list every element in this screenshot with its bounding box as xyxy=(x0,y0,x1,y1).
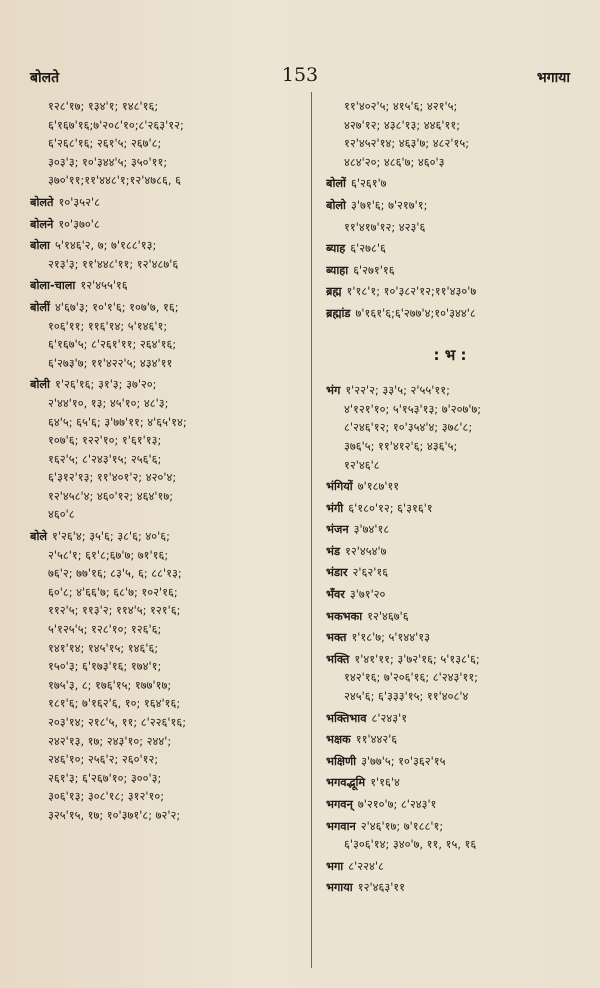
page-references: १४१'१४; १४५'१५; १४६'६; xyxy=(48,641,159,655)
headword: ब्रह्म xyxy=(326,285,342,299)
headword: ब्याह xyxy=(326,242,346,256)
entry-line xyxy=(326,731,574,750)
page-references: ११'४४२'६ xyxy=(355,733,398,747)
index-entry xyxy=(326,382,574,475)
page-references: १२'४५८'४; ४६०'१२; ४६४'१७; xyxy=(48,489,174,503)
headword: बोला xyxy=(30,239,50,253)
entry-line xyxy=(30,117,304,136)
page-references: ४'६७'३; १०'१'६; १०७'७, १६; xyxy=(54,300,179,314)
page-references: ३'७१'२० xyxy=(349,588,386,602)
entry-line xyxy=(326,219,574,238)
page-references: १०'३७०'८ xyxy=(58,217,100,231)
section-heading: : भ : xyxy=(433,345,467,364)
page-references: २१३'३; ११'४४८'११; १२'४८७'६ xyxy=(48,257,179,271)
page-references: ६'३०६'१४; ३४०'७, ११, १५, १६ xyxy=(344,838,477,852)
page-references: १२'४५४'७ xyxy=(345,544,387,558)
entry-line xyxy=(30,506,304,525)
entry-line xyxy=(326,858,574,877)
headword: भक्तिभाव xyxy=(326,711,367,725)
headword: भक्षक xyxy=(326,733,351,747)
index-entry xyxy=(326,608,574,627)
entry-line xyxy=(30,565,304,584)
headword: ब्याहा xyxy=(326,263,349,277)
page-references: २०३'१४; २१८'५, ११; ८'२२६'१६; xyxy=(48,716,187,729)
entry-line xyxy=(30,318,304,337)
index-entry xyxy=(30,299,304,373)
page-references: १०६'११; ११६'१४; ५'१४६'१; xyxy=(48,319,168,333)
page-references: ३७०'११;११'४४८'१;१२'४७८६, ६ xyxy=(48,174,181,188)
entry-line xyxy=(30,770,304,789)
page-references: ३२५'१५, १७; १०'३७१'८; ७२'२; xyxy=(48,808,181,822)
entry-line xyxy=(326,382,574,401)
index-entry xyxy=(30,216,304,235)
page-references: ७'२१०'७; ८'२४३'१ xyxy=(357,798,437,811)
page-references: १'१८'१; १०'३८२'१२;११'४३०'७ xyxy=(346,285,477,299)
index-entry xyxy=(326,774,574,793)
entry-line xyxy=(30,677,304,696)
index-entry xyxy=(326,753,574,772)
page-references: ६'२७३'७; ११'४२२'५; ४३४'११ xyxy=(48,356,173,370)
entry-line xyxy=(326,796,574,815)
entry-line xyxy=(30,695,304,714)
entry-line xyxy=(326,262,574,281)
page-references: ६'२६८'१६; २६१'५; २६७'८; xyxy=(48,137,162,151)
page-references: २६१'३; ६'२६७'१०; ३००'३; xyxy=(48,771,162,785)
right-column xyxy=(326,98,574,901)
index-entry xyxy=(326,478,574,497)
page-references: ५'१२५'५; १२८'१०; १२६'६; xyxy=(48,623,162,637)
entry-line xyxy=(30,135,304,154)
index-entry xyxy=(30,376,304,525)
page-references: १'२६'४; ३५'६; ३८'६; ४०'६; xyxy=(52,530,170,544)
entry-line xyxy=(30,376,304,395)
entry-line xyxy=(30,395,304,414)
page-references: २'४४'१०, १३; ४५'१०; ४८'३; xyxy=(48,396,169,410)
page-references: ३'७७'५; १०'३६२'१५ xyxy=(361,754,446,768)
entry-line xyxy=(326,419,574,438)
page-references: ६'१८०'१२; ६'३१६'१ xyxy=(348,501,433,515)
entry-line xyxy=(30,528,304,547)
entry-line xyxy=(30,98,304,117)
index-entry xyxy=(326,219,574,238)
page-references: ८'२४३'१ xyxy=(371,711,408,725)
index-entry xyxy=(326,521,574,540)
index-entry xyxy=(326,629,574,648)
page-references: ३०३'३; १०'३४४'५; ३५०'११; xyxy=(48,155,168,169)
index-entry xyxy=(326,543,574,562)
entry-line xyxy=(30,154,304,173)
index-entry xyxy=(30,277,304,296)
entry-line xyxy=(30,788,304,807)
page-references: १'४१'११; ३'७२'१६; ५'१३८'६; xyxy=(354,652,480,666)
index-entry xyxy=(326,710,574,729)
index-entry xyxy=(326,818,574,855)
index-entry xyxy=(30,98,304,191)
headword: बोलों xyxy=(326,177,346,191)
entry-line xyxy=(30,355,304,374)
headword: भगवन् xyxy=(326,798,353,811)
entry-line xyxy=(326,438,574,457)
headword: बोली xyxy=(30,378,50,392)
entry-line xyxy=(326,543,574,562)
page-references: ३'७४'१८ xyxy=(353,523,390,537)
headword: बोला-चाला xyxy=(30,279,76,293)
page-references: ६'३१२'१३; ११'४०१'२; ४२०'४; xyxy=(48,471,177,485)
entry-line xyxy=(326,478,574,497)
page-references: १'२६'१६; ३१'३; ३७'२०; xyxy=(54,378,157,392)
index-entry xyxy=(326,175,574,194)
headword: बोलने xyxy=(30,217,54,231)
entry-line xyxy=(30,602,304,621)
page-references: ४२७'१२; ४३८'१३; ४४६'११; xyxy=(344,118,461,132)
headword: भकभका xyxy=(326,609,363,623)
entry-line xyxy=(30,299,304,318)
entry-line xyxy=(326,564,574,583)
index-entry xyxy=(30,194,304,213)
index-entry xyxy=(326,564,574,583)
page-references: १२'४५५'१६ xyxy=(80,279,128,293)
headword: भंगियों xyxy=(326,480,353,494)
headword: भक्ति xyxy=(326,652,350,666)
entry-line xyxy=(326,586,574,605)
page-references: १'१६'४ xyxy=(370,776,400,790)
index-entry xyxy=(326,500,574,519)
headword: भंडार xyxy=(326,566,348,580)
entry-line xyxy=(326,629,574,648)
headword: भंग xyxy=(326,384,341,398)
page-references: ११'४१७'१२; ४२३'६ xyxy=(344,220,426,234)
entry-line xyxy=(30,336,304,355)
headword: भंजन xyxy=(326,523,349,537)
entry-line xyxy=(30,414,304,433)
entry-line xyxy=(326,283,574,302)
entry-line xyxy=(326,651,574,670)
page-references: २४२'१३, १७; २४३'१०; २४४'; xyxy=(48,734,172,748)
entry-line xyxy=(30,277,304,296)
entry-line xyxy=(326,753,574,772)
page-references: १२'४५२'१४; ४६३'७; ४८२'१५; xyxy=(344,137,470,151)
page-references: १७५'३, ८; १७६'१५; १७७'१७; xyxy=(48,678,172,692)
column-divider xyxy=(311,92,312,968)
page-references: ११'४०२'५; ४१५'६; ४२१'५; xyxy=(344,100,458,113)
entry-line xyxy=(326,521,574,540)
headword: भगवान xyxy=(326,819,356,833)
page-references: १८१'६; ७'१६२'६, १०; १६४'१६; xyxy=(48,697,181,711)
page-references: ८'२४६'१२; १०'३५४'४; ३७८'८; xyxy=(344,421,473,435)
headword: भगाया xyxy=(326,881,353,895)
page-references: ८'२२४'८ xyxy=(348,859,384,873)
entry-line xyxy=(326,608,574,627)
page-number: 153 xyxy=(281,64,319,86)
page-references: १६२'५; ८'२४३'१५; २५६'६; xyxy=(48,452,162,466)
entry-line xyxy=(30,237,304,256)
entry-line xyxy=(326,305,574,324)
entry-line xyxy=(326,688,574,707)
entry-line xyxy=(326,457,574,476)
entry-line xyxy=(326,500,574,519)
entry-line xyxy=(30,640,304,659)
index-entry xyxy=(326,879,574,898)
page-references: २'६२'१६ xyxy=(352,566,389,580)
headword: भगवद्भूमि xyxy=(326,776,366,790)
page-references: १'१८'७; ५'१४४'१३ xyxy=(351,631,431,645)
headword: भक्त xyxy=(326,631,347,645)
headword: भक्षिणी xyxy=(326,754,357,768)
headword: बोलो xyxy=(326,198,346,212)
entry-line xyxy=(30,172,304,191)
entry-line xyxy=(30,256,304,275)
index-entry xyxy=(326,651,574,707)
page-references: ३७६'५; ११'४१२'६; ४३६'५; xyxy=(344,439,458,453)
page-references: ४'१२१'१०; ५'१५३'१३; ७'२०७'७; xyxy=(344,402,482,416)
headword: बोलीं xyxy=(30,300,50,314)
entry-line xyxy=(326,879,574,898)
header-left-guideword: बोलते xyxy=(30,70,60,86)
page-references: २४६'१०; २५६'२; २६०'१२; xyxy=(48,753,159,767)
page-references: ६०'८; ४'६६'७; ६८'७; १०२'१६; xyxy=(48,585,178,599)
page-references: ३०६'१३; ३०८'१८; ३१२'१०; xyxy=(48,790,165,804)
entry-line xyxy=(30,547,304,566)
entry-line xyxy=(326,240,574,259)
page-references: ७'१६१'६;६'२७७'४;१०'३४४'८ xyxy=(355,306,476,320)
index-entry xyxy=(326,197,574,216)
page-references: २'५८'१; ६१'८;६७'७; ७१'१६; xyxy=(48,548,169,562)
index-entry xyxy=(326,98,574,172)
entry-line xyxy=(326,401,574,420)
headword: भंगी xyxy=(326,501,344,515)
index-entry xyxy=(326,858,574,877)
page-references: ६'२७८'६ xyxy=(350,242,386,256)
index-entry xyxy=(326,586,574,605)
page-references: ५'१४६'२, ७; ७'१८८'१३; xyxy=(54,239,157,253)
page-references: १२८'१७; १३४'१; १४८'१६; xyxy=(48,100,159,113)
index-entry xyxy=(30,237,304,274)
entry-line xyxy=(30,751,304,770)
entry-line xyxy=(326,818,574,837)
headword: बोलते xyxy=(30,195,54,209)
entry-line xyxy=(326,117,574,136)
page-references: ७'१८७'११ xyxy=(357,480,400,494)
entry-line xyxy=(30,451,304,470)
page-references: ४८४'२०; ४८६'७; ४६०'३ xyxy=(344,155,445,169)
entry-line xyxy=(326,154,574,173)
index-entry xyxy=(326,731,574,750)
page-references: ६'२७१'१६ xyxy=(353,263,395,277)
page-references: १५०'३; ६'१७३'१६; १७४'१; xyxy=(48,660,162,674)
entry-line xyxy=(30,733,304,752)
headword: ब्रह्मांड xyxy=(326,306,351,320)
page-references: १२'४६'८ xyxy=(344,458,380,472)
index-entry xyxy=(326,262,574,281)
entry-line xyxy=(326,710,574,729)
entry-line xyxy=(30,658,304,677)
entry-line xyxy=(30,469,304,488)
index-entry xyxy=(326,240,574,259)
page-references: ६४'५; ६५'६; ३'७७'११; ४'६५'१४; xyxy=(48,415,187,429)
page-references: १०'३५२'८ xyxy=(58,195,100,209)
headword: भगा xyxy=(326,859,344,873)
page-references: ६'१६७'५; ८'२६१'११; २६४'१६; xyxy=(48,338,177,352)
page-references: ११२'५; ११३'२; ११४'५; १२१'६; xyxy=(48,604,181,618)
page-references: २४५'६; ६'३३३'१५; ११'४०८'४ xyxy=(344,690,469,704)
page-header xyxy=(30,64,570,88)
entry-line xyxy=(326,197,574,216)
page-references: १२'४६३'११ xyxy=(357,881,406,895)
headword: बोले xyxy=(30,530,48,544)
entry-line xyxy=(30,216,304,235)
headword: भंड xyxy=(326,544,340,558)
entry-line xyxy=(30,194,304,213)
headword: भँवर xyxy=(326,588,345,602)
header-right-guideword: भगाया xyxy=(536,70,570,86)
index-entry xyxy=(326,305,574,324)
page-references: ४६०'८ xyxy=(48,508,75,522)
entry-line xyxy=(30,584,304,603)
page-references: ६'१६७'१६;७'२०८'१०;८'२६३'१२; xyxy=(48,118,184,132)
index-entry xyxy=(30,528,304,826)
page-references: ७६'२; ७७'१६; ८३'५, ६; ८८'१३; xyxy=(48,567,182,581)
page-references: ६'२६१'७ xyxy=(350,177,387,191)
page-references: ३'७१'६; ७'२१७'१; xyxy=(350,198,428,212)
entry-line xyxy=(326,175,574,194)
page-references: १'२२'२; ३३'५; २'५५'११; xyxy=(345,384,450,398)
entry-line xyxy=(326,98,574,117)
entry-line xyxy=(30,807,304,826)
entry-line xyxy=(30,432,304,451)
entry-line xyxy=(326,774,574,793)
index-entry xyxy=(326,796,574,815)
page-references: १२'४६७'६ xyxy=(367,609,409,623)
entry-line xyxy=(30,488,304,507)
entry-line xyxy=(326,135,574,154)
page-references: १४२'१६; ७'२०६'१६; ८'२४३'११; xyxy=(344,671,478,685)
entry-line xyxy=(30,714,304,733)
entry-line xyxy=(326,669,574,688)
entry-line xyxy=(326,836,574,855)
left-column xyxy=(30,98,304,829)
page-references: १०७'६; १२२'१०; १'६१'१३; xyxy=(48,434,162,448)
page-references: २'४६'१७; ७'१८८'१; xyxy=(360,819,444,833)
index-entry xyxy=(326,283,574,302)
entry-line xyxy=(30,621,304,640)
